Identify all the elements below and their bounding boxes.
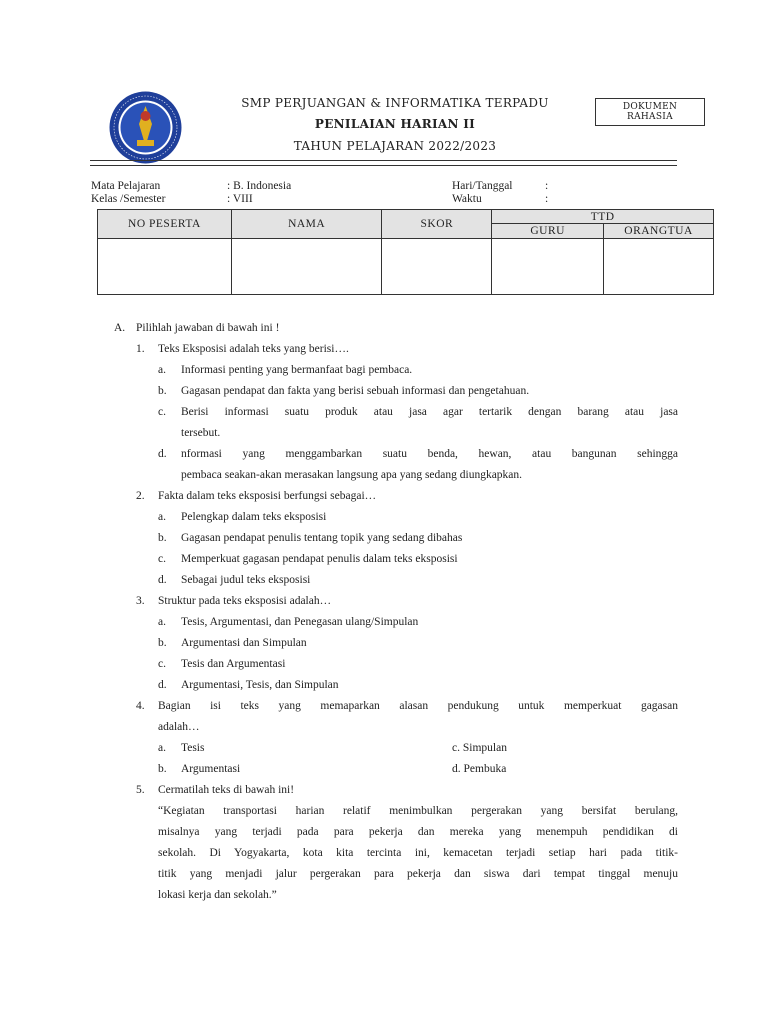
- day-value: :: [545, 180, 549, 192]
- option-text: c. Simpulan: [452, 742, 507, 754]
- option-text: Gagasan pendapat penulis tentang topik yang sedang dibahas: [181, 532, 463, 544]
- option-text: Pelengkap dalam teks eksposisi: [181, 511, 327, 523]
- subject-value: : B. Indonesia: [227, 180, 292, 192]
- option-text-continued: pembaca seakan-akan merasakan langsung apa yang sedang diungkapkan.: [181, 469, 523, 481]
- cell-name[interactable]: [231, 239, 382, 295]
- passage-line: titik yang menjadi jalur pergerakan para pekerja dan siswa dari tempat tinggal menuju: [158, 868, 678, 880]
- option-letter: c.: [158, 658, 166, 670]
- question-text-continued: adalah…: [158, 721, 200, 733]
- option-letter: b.: [158, 385, 167, 397]
- question-text: Bagian isi teks yang memaparkan alasan pendukung untuk memperkuat gagasan: [158, 700, 678, 712]
- question-number: 1.: [136, 343, 145, 355]
- header-participant-number: NO PESERTA: [98, 210, 232, 239]
- passage-line: sekolah. Di Yogyakarta, kota kita tercinta ini, kemacetan terjadi setiap hari pada titik-: [158, 847, 678, 859]
- passage-line: misalnya yang terjadi pada para pekerja dan mereka yang menempuh pendidikan di: [158, 826, 678, 838]
- badge-line-1: DOKUMEN: [622, 102, 678, 112]
- option-letter: a.: [158, 742, 166, 754]
- option-text: d. Pembuka: [452, 763, 507, 775]
- cell-teacher-signature[interactable]: [492, 239, 604, 295]
- question-text: Cermatilah teks di bawah ini!: [158, 784, 295, 796]
- question-number: 5.: [136, 784, 145, 796]
- question-text: Struktur pada teks eksposisi adalah…: [158, 595, 332, 607]
- option-letter: b.: [158, 637, 167, 649]
- day-label: Hari/Tanggal: [452, 180, 513, 192]
- cell-parent-signature[interactable]: [604, 239, 714, 295]
- header-parent: ORANGTUA: [604, 224, 714, 239]
- option-letter: a.: [158, 511, 166, 523]
- option-text: Tesis: [181, 742, 205, 754]
- option-text: Tesis, Argumentasi, dan Penegasan ulang/Simpulan: [181, 616, 419, 628]
- section-marker: A.: [114, 322, 126, 334]
- option-text: nformasi yang menggambarkan suatu benda, hewan, atau bangunan sehingga: [181, 448, 678, 460]
- subject-label: Mata Pelajaran: [91, 180, 161, 192]
- header-divider: [90, 160, 677, 166]
- option-text: Argumentasi: [181, 763, 241, 775]
- option-letter: d.: [158, 574, 167, 586]
- option-text: Berisi informasi suatu produk atau jasa agar tertarik dengan barang atau jasa: [181, 406, 678, 418]
- time-label: Waktu: [452, 193, 482, 205]
- cell-participant-number[interactable]: [98, 239, 232, 295]
- question-text: Fakta dalam teks eksposisi berfungsi sebagai…: [158, 490, 377, 502]
- option-text: Argumentasi, Tesis, dan Simpulan: [181, 679, 339, 691]
- passage-line: lokasi kerja dan sekolah.”: [158, 889, 277, 901]
- option-text-continued: tersebut.: [181, 427, 221, 439]
- option-text: Tesis dan Argumentasi: [181, 658, 286, 670]
- header-score: SKOR: [382, 210, 492, 239]
- school-name: SMP PERJUANGAN & INFORMATIKA TERPADU: [241, 96, 549, 110]
- option-letter: a.: [158, 364, 166, 376]
- badge-line-2: RAHASIA: [627, 112, 673, 122]
- option-letter: a.: [158, 616, 166, 628]
- option-text: Memperkuat gagasan pendapat penulis dalam teks eksposisi: [181, 553, 458, 565]
- confidential-badge: [595, 98, 705, 126]
- class-label: Kelas /Semester: [91, 193, 166, 205]
- section-instruction: Pilihlah jawaban di bawah ini !: [136, 322, 280, 334]
- question-text: Teks Eksposisi adalah teks yang berisi….: [158, 343, 349, 355]
- header-name: NAMA: [231, 210, 382, 239]
- school-logo-icon: [108, 90, 183, 165]
- student-score-table: [97, 209, 714, 295]
- header-teacher: GURU: [492, 224, 604, 239]
- class-value: : VIII: [227, 193, 253, 205]
- question-number: 3.: [136, 595, 145, 607]
- school-year: TAHUN PELAJARAN 2022/2023: [293, 139, 497, 153]
- option-letter: c.: [158, 406, 166, 418]
- option-text: Gagasan pendapat dan fakta yang berisi sebuah informasi dan pengetahuan.: [181, 385, 530, 397]
- question-number: 4.: [136, 700, 145, 712]
- option-letter: d.: [158, 448, 167, 460]
- option-letter: b.: [158, 763, 167, 775]
- option-text: Informasi penting yang bermanfaat bagi pembaca.: [181, 364, 413, 376]
- exam-title: PENILAIAN HARIAN II: [314, 117, 476, 131]
- time-value: :: [545, 193, 549, 205]
- option-letter: d.: [158, 679, 167, 691]
- option-text: Sebagai judul teks eksposisi: [181, 574, 311, 586]
- option-letter: c.: [158, 553, 166, 565]
- header-signature: TTD: [492, 210, 714, 224]
- option-letter: b.: [158, 532, 167, 544]
- passage-line: “Kegiatan transportasi harian relatif menimbulkan pergerakan yang bersifat berulang,: [158, 805, 678, 817]
- cell-score[interactable]: [382, 239, 492, 295]
- option-text: Argumentasi dan Simpulan: [181, 637, 307, 649]
- question-number: 2.: [136, 490, 145, 502]
